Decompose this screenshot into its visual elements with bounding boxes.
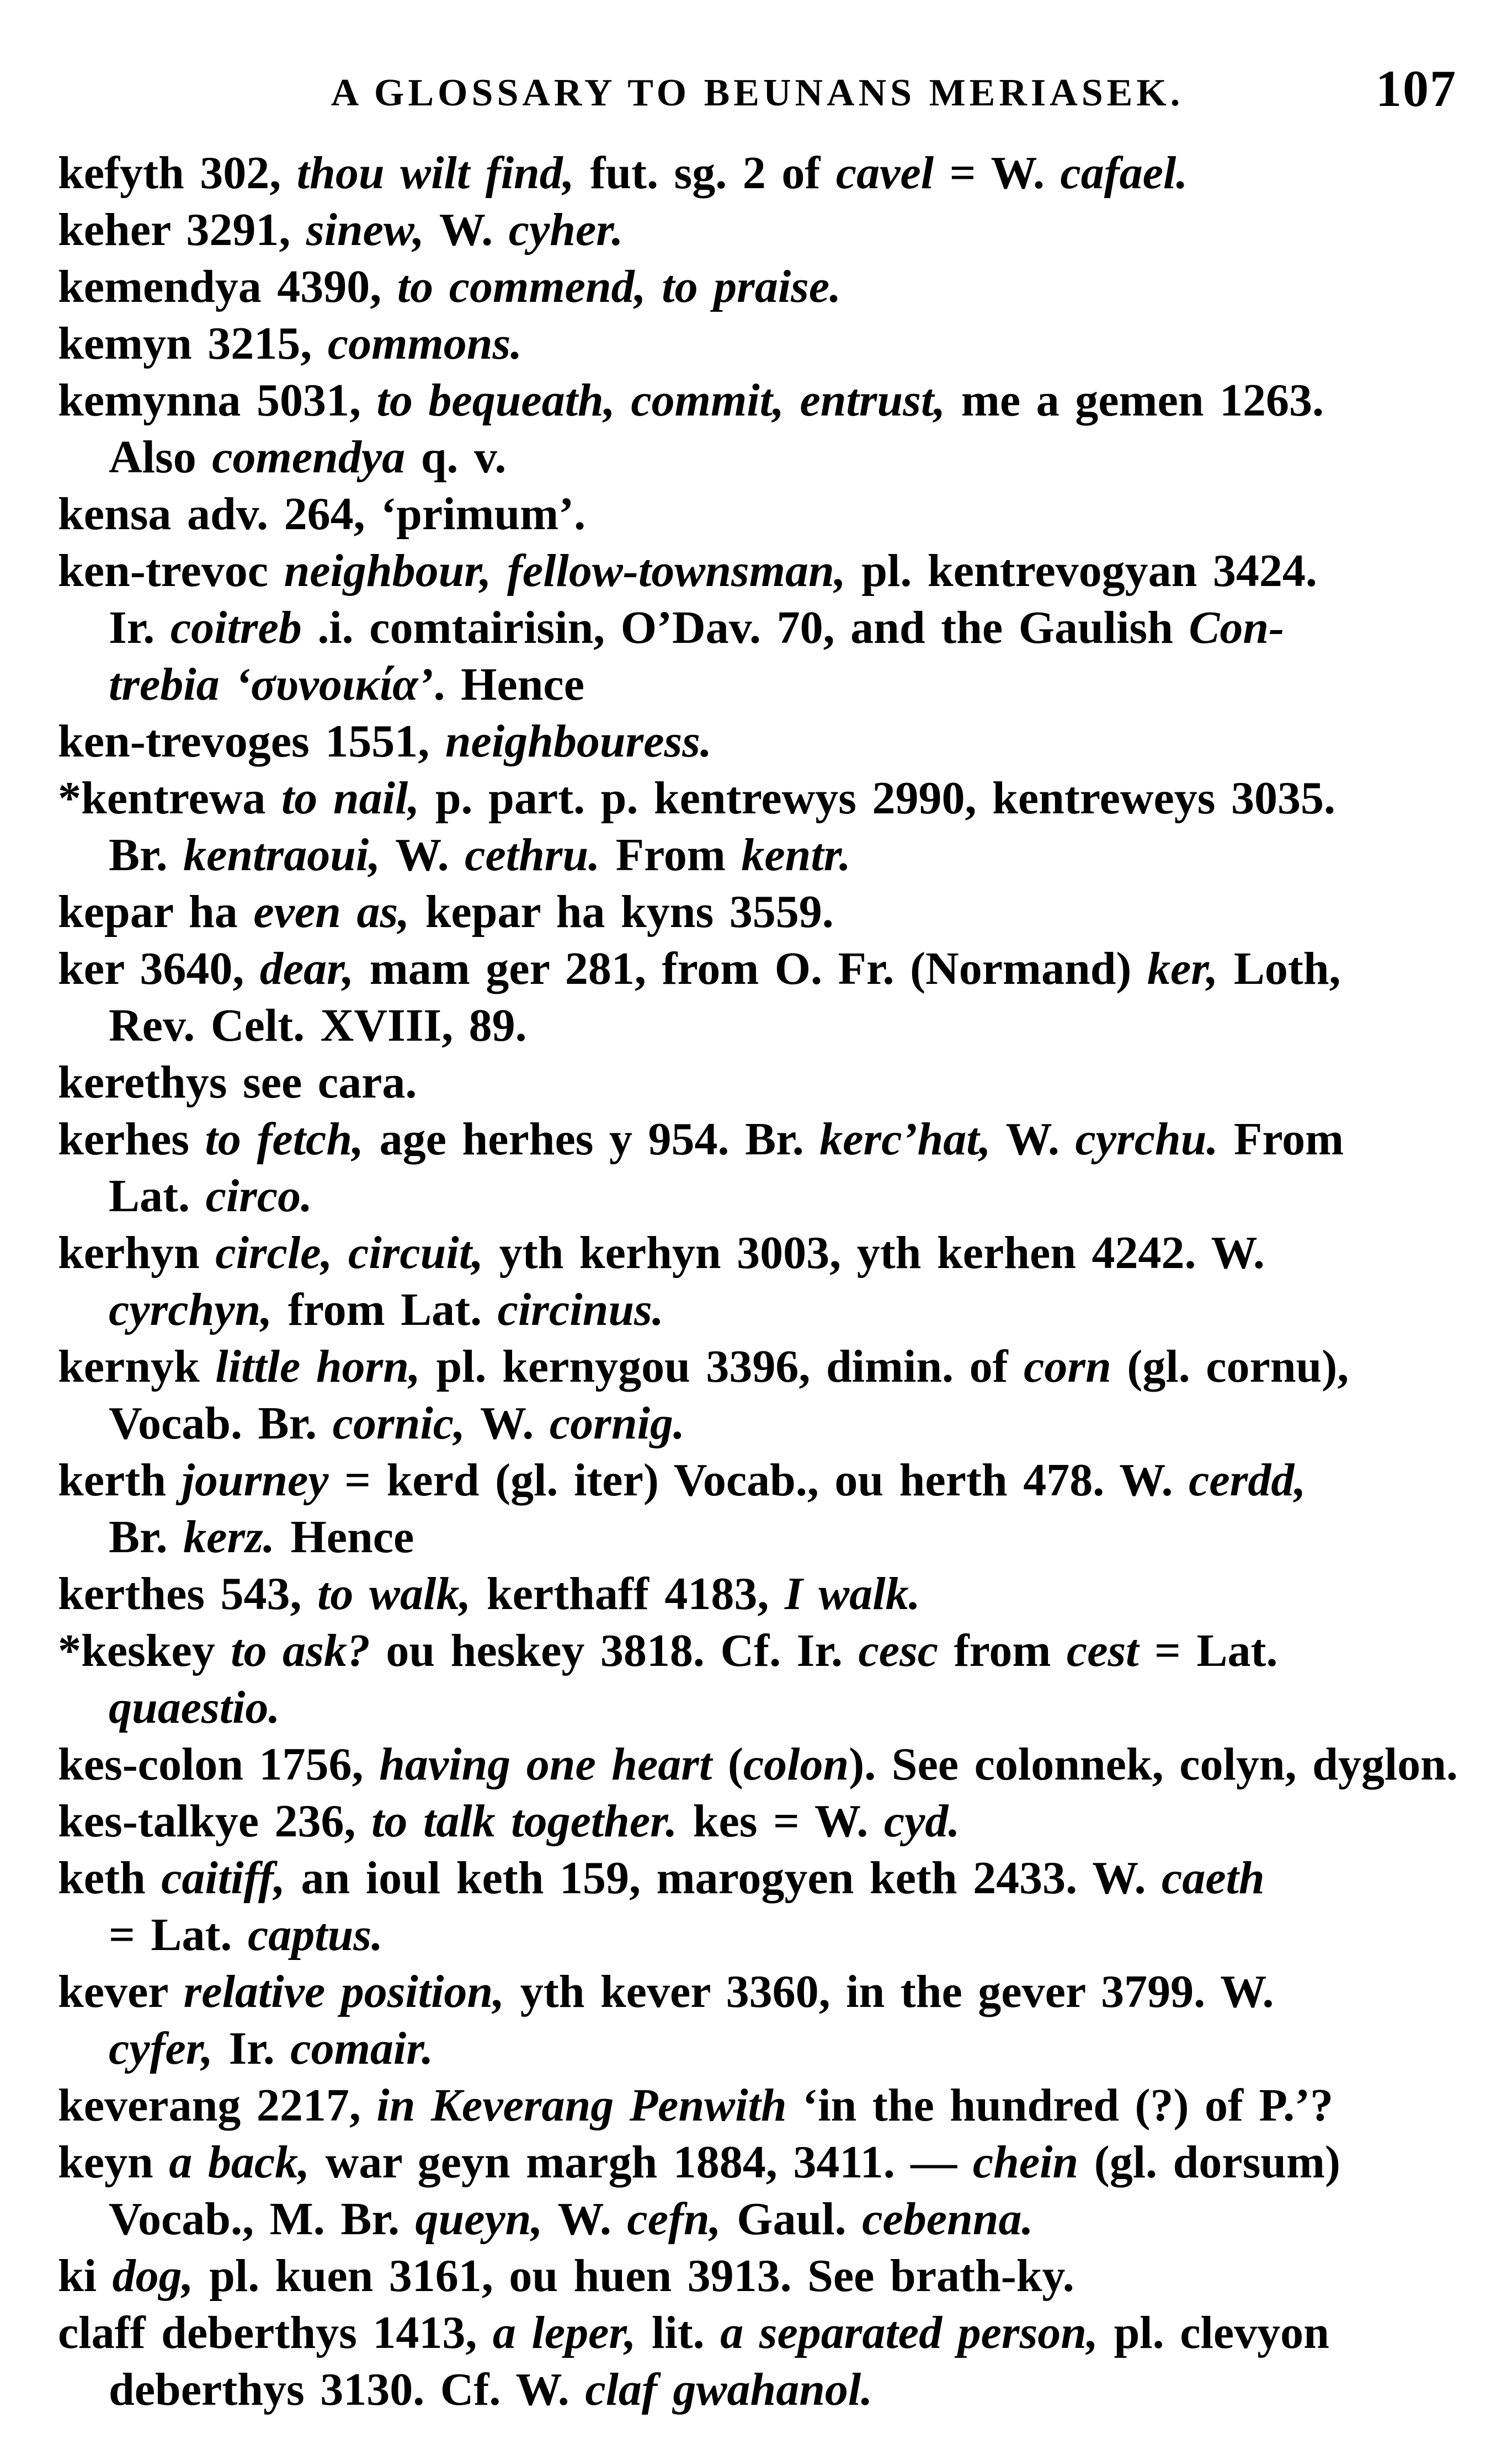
- roman-text: claff deberthys 1413,: [58, 2307, 493, 2358]
- roman-text: = kerd (gl. iter) Vocab., ou herth 478. W.: [328, 1455, 1189, 1506]
- entry-line: [58, 542, 1487, 599]
- roman-text: keyn: [58, 2137, 169, 2188]
- entry-line: [58, 372, 1487, 429]
- roman-text: p. part. p. kentrewys 2990, kentreweys 3035.: [419, 773, 1336, 824]
- entry-line: [58, 2304, 1487, 2361]
- italic-text: comendya: [212, 432, 406, 483]
- roman-text: W.: [465, 1398, 550, 1449]
- italic-text: ker,: [1147, 943, 1218, 994]
- roman-text: kes = W.: [677, 1796, 884, 1847]
- entry-continuation-line: [58, 827, 1487, 883]
- italic-text: circo.: [205, 1170, 313, 1222]
- italic-text: kentraoui,: [183, 829, 381, 881]
- roman-text: kensa adv. 264, ‘primum’.: [58, 488, 586, 540]
- roman-text: Br.: [109, 1511, 184, 1563]
- roman-text: pl. clevyon: [1098, 2307, 1329, 2358]
- roman-text: W.: [542, 2193, 627, 2245]
- italic-text: comair.: [290, 2023, 434, 2074]
- italic-text: cyrchu.: [1075, 1114, 1218, 1165]
- italic-text: cethru.: [465, 829, 600, 881]
- entry-line: [58, 770, 1487, 827]
- roman-text: kemynna 5031,: [58, 375, 377, 426]
- roman-text: from Lat.: [272, 1284, 498, 1335]
- roman-text: deberthys 3130. Cf. W.: [109, 2364, 585, 2415]
- italic-text: dog,: [112, 2250, 194, 2302]
- roman-text: Gaul.: [721, 2193, 863, 2245]
- roman-text: W.: [991, 1114, 1076, 1165]
- roman-text: lit.: [636, 2307, 721, 2358]
- italic-text: kerc’hat,: [819, 1114, 991, 1165]
- roman-text: kes-colon 1756,: [58, 1739, 380, 1790]
- page-header: [58, 60, 1457, 118]
- roman-text: ou heskey 3818. Cf. Ir.: [370, 1625, 859, 1676]
- entry-continuation-line: [58, 1679, 1487, 1736]
- italic-text: trebia: [109, 659, 220, 710]
- roman-text: keth: [58, 1852, 162, 1904]
- italic-text: journey: [182, 1455, 329, 1506]
- roman-text: fut. sg. 2 of: [574, 147, 836, 199]
- roman-text: mam ger 281, from O. Fr. (Normand): [354, 943, 1147, 994]
- italic-text: sinew,: [306, 204, 424, 255]
- italic-text: coitreb: [170, 602, 302, 653]
- roman-text: yth kerhyn 3003, yth kerhen 4242. W.: [483, 1227, 1265, 1279]
- entry-line: [58, 1452, 1487, 1509]
- italic-text: colon: [743, 1739, 849, 1790]
- roman-text: Ir.: [109, 602, 171, 653]
- roman-text: kefyth 302,: [58, 147, 297, 199]
- roman-text: keverang 2217,: [58, 2080, 377, 2131]
- italic-text: cebenna.: [862, 2193, 1034, 2245]
- roman-text: q. v.: [405, 432, 507, 483]
- entry-line: [58, 201, 1487, 258]
- roman-text: kerthaff 4183,: [471, 1568, 785, 1620]
- roman-text: Vocab. Br.: [109, 1398, 333, 1449]
- italic-text: to bequeath, commit, entrust,: [376, 375, 946, 426]
- italic-text: a leper,: [492, 2307, 636, 2358]
- italic-text: cyfer,: [109, 2023, 213, 2074]
- roman-text: age herhes y 954. Br.: [364, 1114, 820, 1165]
- italic-text: cornig.: [549, 1398, 685, 1449]
- roman-text: (gl. dorsum): [1078, 2137, 1340, 2188]
- italic-text: ‘συνοικία’: [235, 659, 434, 710]
- entry-line: [58, 940, 1487, 997]
- roman-text: Loth,: [1218, 943, 1341, 994]
- roman-text: . Hence: [433, 659, 584, 710]
- roman-text: from: [938, 1625, 1067, 1676]
- roman-text: (gl. cornu),: [1111, 1341, 1349, 1392]
- roman-text: .i. comtairisin, O’Dav. 70, and the Gaulish: [301, 602, 1189, 653]
- italic-text: kentr.: [741, 829, 851, 881]
- roman-text: Also: [109, 432, 212, 483]
- italic-text: to nail,: [281, 773, 420, 824]
- roman-text: kemyn 3215,: [58, 318, 328, 369]
- entry-continuation-line: [58, 1906, 1487, 1963]
- roman-text: kernyk: [58, 1341, 216, 1392]
- roman-text: Ir.: [212, 2023, 291, 2074]
- italic-text: cafael.: [1060, 147, 1188, 199]
- italic-text: kerz.: [183, 1511, 275, 1563]
- roman-text: kepar ha kyns 3559.: [409, 886, 834, 937]
- entry-line: [58, 1111, 1487, 1168]
- entry-line: [58, 1054, 1487, 1111]
- italic-text: cornic,: [332, 1398, 465, 1449]
- italic-text: cefn,: [627, 2193, 721, 2245]
- roman-text: = Lat.: [1138, 1625, 1278, 1676]
- italic-text: Con-: [1189, 602, 1285, 653]
- italic-text: cyher.: [508, 204, 624, 255]
- entry-line: [58, 145, 1487, 201]
- roman-text: ken-trevoc: [58, 545, 284, 596]
- roman-text: *kentrewa: [58, 773, 281, 824]
- entry-line: [58, 883, 1487, 940]
- roman-text: Vocab., M. Br.: [109, 2193, 416, 2245]
- italic-text: neighbouress.: [445, 716, 712, 767]
- entry-line: [58, 1565, 1487, 1622]
- page-number: 107: [1376, 60, 1457, 118]
- entry-continuation-line: [58, 429, 1487, 486]
- entry-continuation-line: [58, 656, 1487, 713]
- roman-text: ken-trevoges 1551,: [58, 716, 445, 767]
- italic-text: to walk,: [317, 1568, 471, 1620]
- italic-text: queyn,: [415, 2193, 543, 2245]
- roman-text: kes-talkye 236,: [58, 1796, 372, 1847]
- roman-text: kever: [58, 1966, 184, 2017]
- entry-line: [58, 2134, 1487, 2191]
- roman-text: [220, 659, 236, 710]
- entry-continuation-line: [58, 1509, 1487, 1565]
- italic-text: neighbour, fellow-townsman,: [284, 545, 846, 596]
- roman-text: W.: [424, 204, 509, 255]
- entry-continuation-line: [58, 1395, 1487, 1452]
- roman-text: kerethys see cara.: [58, 1057, 417, 1108]
- entry-continuation-line: [58, 2361, 1487, 2418]
- entry-line: [58, 1224, 1487, 1281]
- entry-continuation-line: [58, 1281, 1487, 1338]
- roman-text: pl. kentrevogyan 3424.: [845, 545, 1317, 596]
- roman-text: war geyn margh 1884, 3411. —: [310, 2137, 973, 2188]
- roman-text: W.: [380, 829, 465, 881]
- italic-text: little horn,: [215, 1341, 420, 1392]
- entry-line: [58, 2247, 1487, 2304]
- italic-text: to commend, to praise.: [397, 261, 842, 312]
- italic-text: to ask?: [231, 1625, 370, 1676]
- italic-text: circle, circuit,: [215, 1227, 484, 1279]
- roman-text: (: [712, 1739, 743, 1790]
- roman-text: From: [600, 829, 742, 881]
- entry-line: [58, 2077, 1487, 2134]
- italic-text: relative position,: [183, 1966, 505, 2017]
- entry-continuation-line: [58, 997, 1487, 1054]
- roman-text: keher 3291,: [58, 204, 306, 255]
- roman-text: kerhes: [58, 1114, 205, 1165]
- italic-text: a separated person,: [720, 2307, 1099, 2358]
- italic-text: to talk together.: [371, 1796, 678, 1847]
- glossary-entries: [58, 145, 1487, 2418]
- entry-line: [58, 1793, 1487, 1850]
- italic-text: quaestio.: [109, 1682, 280, 1733]
- roman-text: Br.: [109, 829, 184, 881]
- roman-text: kerhyn: [58, 1227, 216, 1279]
- running-title: A GLOSSARY TO BEUNANS MERIASEK.: [331, 72, 1184, 114]
- italic-text: even as,: [253, 886, 410, 937]
- roman-text: = W.: [934, 147, 1061, 199]
- roman-text: kepar ha: [58, 886, 254, 937]
- italic-text: circinus.: [497, 1284, 664, 1335]
- roman-text: ‘in the hundred (?) of P.’?: [786, 2080, 1334, 2131]
- entry-line: [58, 486, 1487, 542]
- roman-text: kemendya 4390,: [58, 261, 397, 312]
- entry-line: [58, 1850, 1487, 1906]
- roman-text: ker 3640,: [58, 943, 260, 994]
- entry-continuation-line: [58, 599, 1487, 656]
- italic-text: caitiff,: [161, 1852, 285, 1904]
- roman-text: an ioul keth 159, marogyen keth 2433. W.: [285, 1852, 1162, 1904]
- italic-text: chein: [972, 2137, 1079, 2188]
- entry-continuation-line: [58, 1168, 1487, 1224]
- entry-line: [58, 258, 1487, 315]
- entry-line: [58, 1338, 1487, 1395]
- entry-continuation-line: [58, 2191, 1487, 2247]
- roman-text: *keskey: [58, 1625, 231, 1676]
- roman-text: ki: [58, 2250, 113, 2302]
- italic-text: cerdd,: [1189, 1455, 1306, 1506]
- italic-text: cest: [1066, 1625, 1139, 1676]
- italic-text: I walk.: [784, 1568, 920, 1620]
- italic-text: cavel: [835, 147, 934, 199]
- italic-text: commons.: [327, 318, 523, 369]
- italic-text: cesc: [858, 1625, 939, 1676]
- roman-text: = Lat.: [109, 1909, 248, 1961]
- roman-text: yth kever 3360, in the gever 3799. W.: [504, 1966, 1274, 2017]
- entry-line: [58, 1736, 1487, 1793]
- roman-text: Hence: [274, 1511, 414, 1563]
- italic-text: caeth: [1162, 1852, 1265, 1904]
- roman-text: pl. kuen 3161, ou huen 3913. See brath-ky.: [193, 2250, 1074, 2302]
- roman-text: From: [1218, 1114, 1344, 1165]
- italic-text: thou wilt find,: [296, 147, 574, 199]
- italic-text: captus.: [248, 1909, 384, 1961]
- italic-text: claf gwahanol.: [585, 2364, 873, 2415]
- entry-continuation-line: [58, 2020, 1487, 2077]
- italic-text: having one heart: [379, 1739, 712, 1790]
- roman-text: Lat.: [109, 1170, 206, 1222]
- italic-text: cyd.: [883, 1796, 960, 1847]
- italic-text: a back,: [169, 2137, 310, 2188]
- italic-text: cyrchyn,: [109, 1284, 273, 1335]
- roman-text: ). See colonnek, colyn, dyglon.: [849, 1739, 1458, 1790]
- entry-line: [58, 315, 1487, 372]
- roman-text: kerthes 543,: [58, 1568, 318, 1620]
- roman-text: Rev. Celt. XVIII, 89.: [109, 1000, 527, 1051]
- entry-line: [58, 713, 1487, 770]
- italic-text: in Keverang Penwith: [376, 2080, 787, 2131]
- roman-text: pl. kernygou 3396, dimin. of: [420, 1341, 1024, 1392]
- italic-text: to fetch,: [205, 1114, 364, 1165]
- roman-text: kerth: [58, 1455, 182, 1506]
- italic-text: corn: [1024, 1341, 1111, 1392]
- entry-line: [58, 1963, 1487, 2020]
- roman-text: me a gemen 1263.: [945, 375, 1324, 426]
- entry-line: [58, 1622, 1487, 1679]
- italic-text: dear,: [259, 943, 354, 994]
